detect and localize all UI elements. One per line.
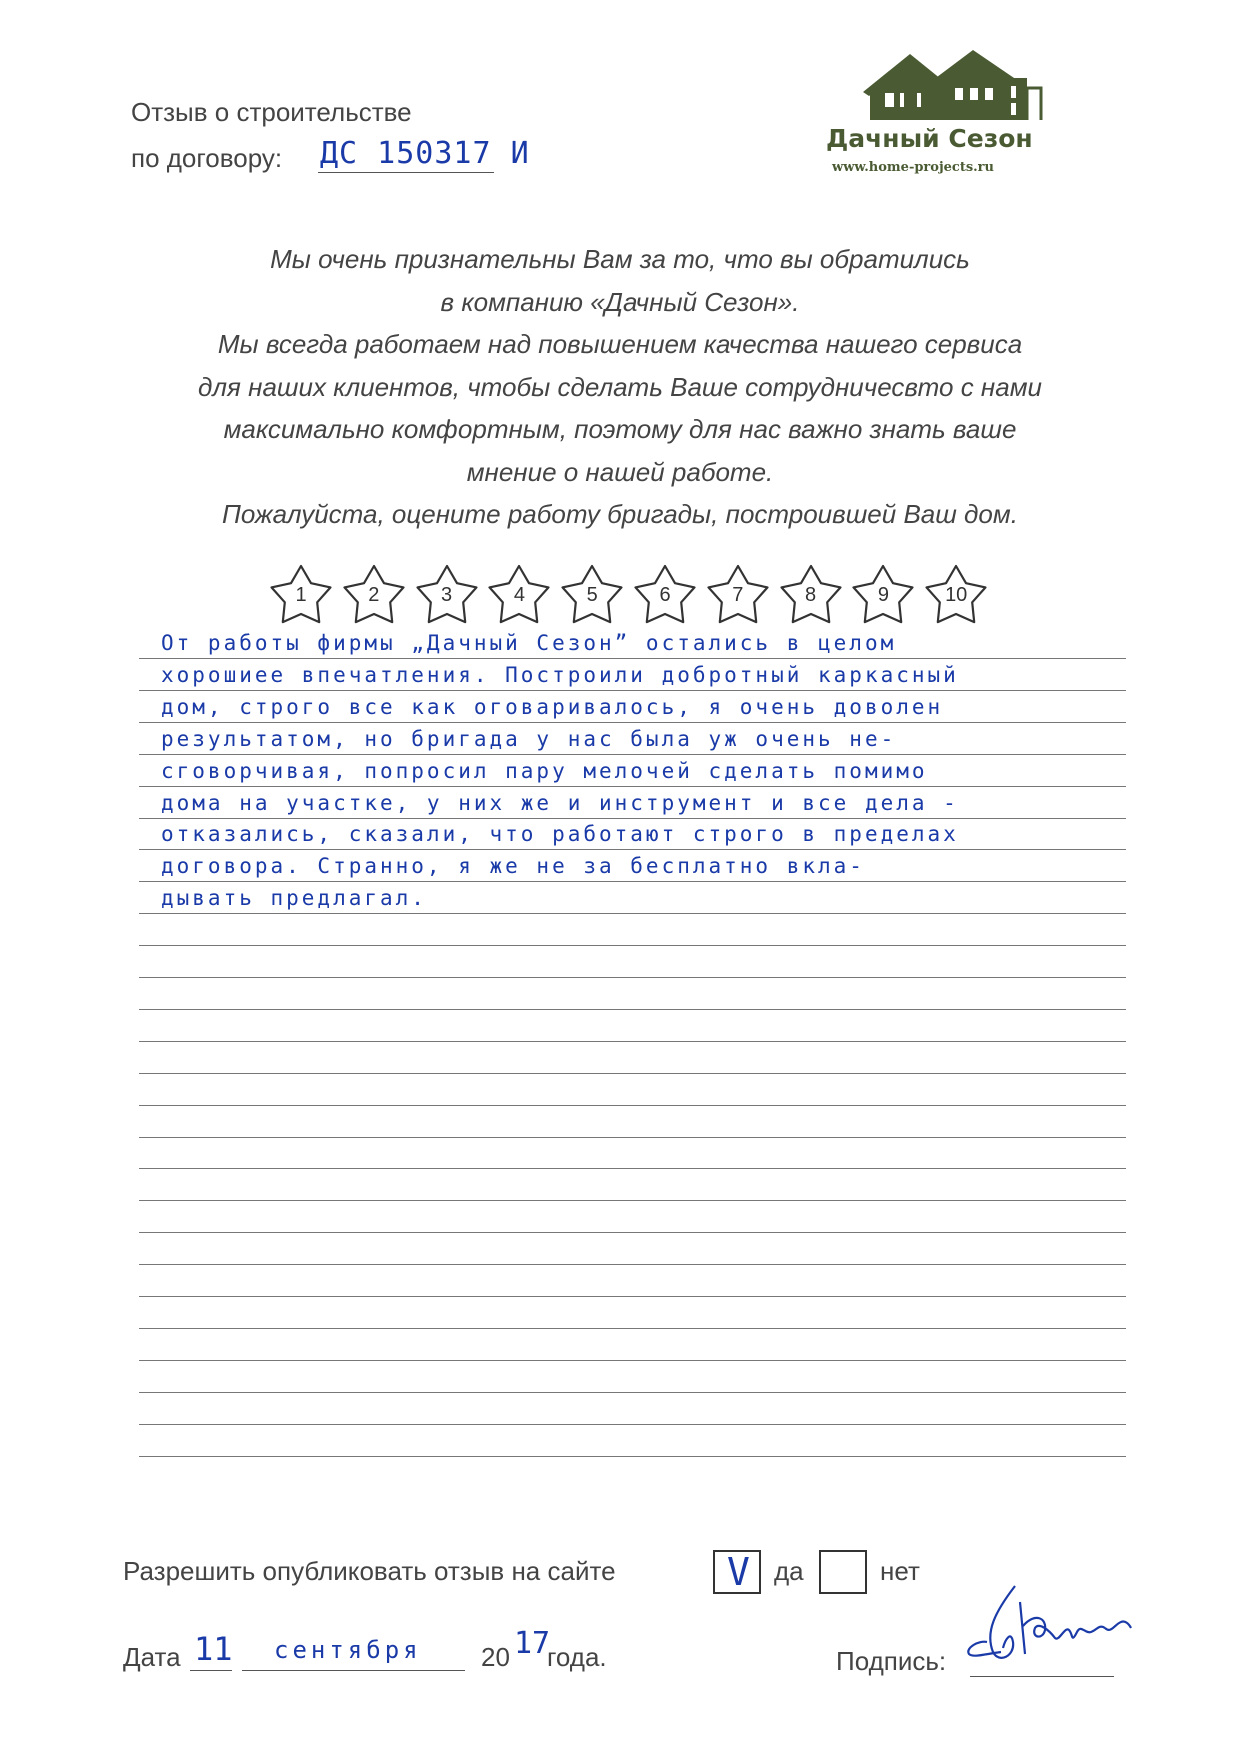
ruled-line [139,690,1126,691]
signature-label: Подпись: [836,1646,947,1676]
ruled-line [139,1041,1126,1042]
rating-star-number: 3 [441,584,453,606]
ruled-line [139,1073,1126,1074]
rating-star-number: 7 [732,584,744,606]
publish-no-checkbox[interactable] [819,1550,867,1594]
publish-yes-checkbox[interactable] [713,1550,761,1594]
intro-line: Пожалуйста, оцените работу бригады, построившей Ваш дом. [222,499,1018,529]
rating-star[interactable] [632,562,698,628]
rating-star[interactable] [705,562,771,628]
ruled-line [139,1232,1126,1233]
review-text-line: хорошиее впечатления. Построили добротный каркасный [161,662,959,687]
date-year-suffix: 17 [514,1626,551,1661]
rating-star[interactable] [268,562,334,628]
ruled-line [139,1009,1126,1010]
brand-url: www.home-projects.ru [832,160,994,175]
ruled-line [139,849,1126,850]
publish-label: Разрешить опубликовать отзыв на сайте [123,1556,616,1586]
review-text-line: отказались, сказали, что работают строго в пределах [161,822,959,847]
rating-star-number: 2 [368,584,380,606]
rating-star[interactable] [778,562,844,628]
publish-yes-label: да [774,1556,804,1586]
rating-star-number: 6 [659,584,671,606]
rating-star-number: 5 [586,584,598,606]
ruled-line [139,786,1126,787]
contract-number: ДС 150317 И [320,136,530,171]
rating-star[interactable] [923,562,989,628]
date-day: 11 [194,1630,233,1668]
ruled-line [139,1168,1126,1169]
intro-text [0,238,1240,536]
rating-star-number: 4 [513,584,525,606]
rating-stars [268,562,1008,628]
rating-star-number: 8 [805,584,817,606]
intro-line: максимально комфортным, поэтому для нас важно знать ваше [223,414,1017,444]
review-text-line: дом, строго все как оговаривалось, я очень доволен [161,694,944,719]
ruled-line [139,1264,1126,1265]
review-text-line: дывать предлагал. [161,886,427,911]
review-text-line: дома на участке, у них же и инструмент и все дела - [161,790,959,815]
ruled-line [139,818,1126,819]
date-month-underline [242,1670,465,1671]
rating-star[interactable] [559,562,625,628]
ruled-line [139,1137,1126,1138]
intro-line: в компанию «Дачный Сезон». [440,286,800,317]
brand-name: Дачный Сезон [826,124,1033,153]
date-month: сентября [274,1636,422,1664]
date-year-prefix: 20 [481,1642,510,1672]
ruled-line [139,1360,1126,1361]
ruled-line [139,881,1126,882]
rating-star[interactable] [414,562,480,628]
intro-line: Мы всегда работаем над повышением качества нашего сервиса [217,329,1023,359]
contract-label: по договору: [131,143,283,173]
ruled-line [139,1328,1126,1329]
ruled-line [139,1392,1126,1393]
contract-underline [318,172,494,173]
review-text-line: сговорчивая, попросил пару мелочей сделать помимо [161,758,928,783]
rating-star-number: 9 [877,584,889,606]
review-text-line: результатом, но бригада у нас была уж очень не- [161,726,897,751]
rating-star[interactable] [850,562,916,628]
ruled-line [139,977,1126,978]
intro-line: для наших клиентов, чтобы сделать Ваше сотрудничесвто с нами [198,371,1042,402]
signature-underline [970,1676,1114,1677]
rating-star[interactable] [341,562,407,628]
rating-star-number: 10 [945,584,968,606]
ruled-line [139,913,1126,914]
ruled-line [139,1456,1126,1457]
intro-line: мнение о нашей работе. [466,456,774,487]
ruled-line [139,754,1126,755]
ruled-line [139,722,1126,723]
form-title: Отзыв о строительстве [131,97,412,127]
review-text-line: договора. Странно, я же не за бесплатно вкла- [161,854,865,879]
intro-line: Мы очень признательны Вам за то, что вы обратились [270,244,970,274]
check-mark: V [727,1550,750,1594]
review-text-line: От работы фирмы „Дачный Сезон” остались в целом [161,631,897,655]
ruled-line [139,1424,1126,1425]
ruled-line [139,1105,1126,1106]
ruled-line [139,945,1126,946]
ruled-line [139,1296,1126,1297]
ruled-line [139,1200,1126,1201]
house-logo-icon [855,48,1045,123]
rating-star[interactable] [486,562,552,628]
date-day-underline [190,1670,232,1671]
ruled-line [139,658,1126,659]
date-label: Дата [123,1642,181,1672]
signature-image [965,1582,1135,1672]
publish-no-label: нет [880,1556,920,1586]
date-year-word: года. [547,1642,607,1672]
rating-star-number: 1 [295,584,307,606]
